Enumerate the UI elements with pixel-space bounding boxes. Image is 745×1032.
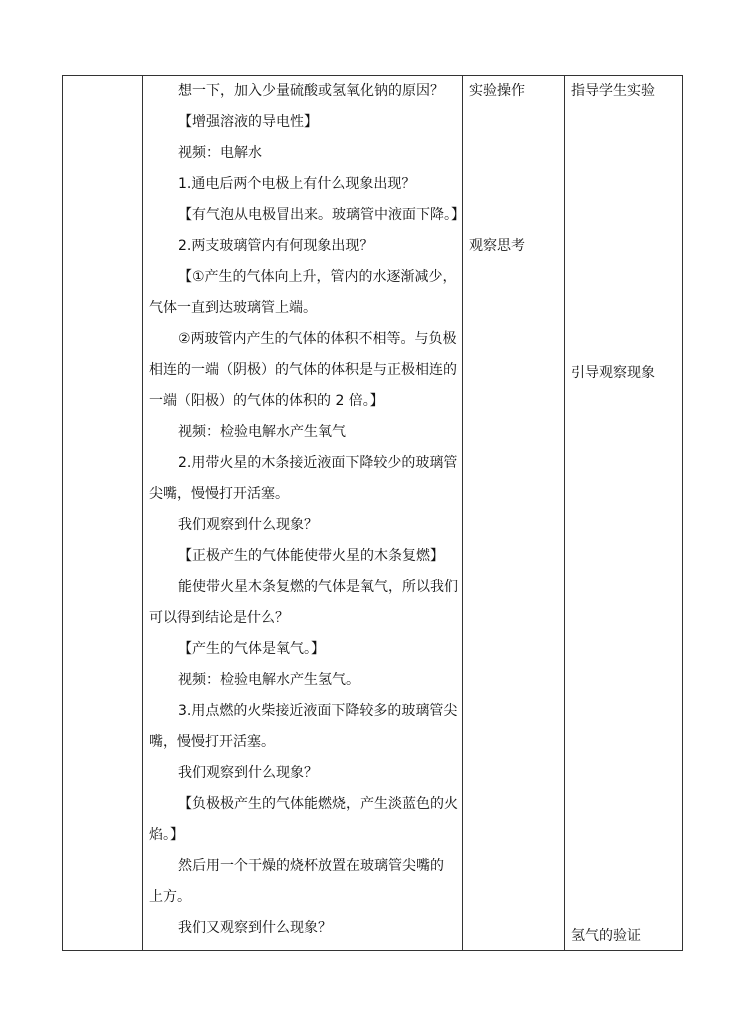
teacher-verify-hydrogen: 氢气的验证 xyxy=(571,928,641,944)
lesson-plan-table xyxy=(62,75,683,951)
content-line: 焰。】 xyxy=(149,827,184,843)
teacher-guide-experiment: 指导学生实验 xyxy=(571,83,655,99)
content-line: ②两玻管内产生的气体的体积不相等。与负极 xyxy=(178,331,457,347)
student-activity-observe: 观察思考 xyxy=(469,238,525,254)
content-line: 【增强溶液的导电性】 xyxy=(178,114,318,130)
content-line: 相连的一端（阴极）的气体的体积是与正极相连的 xyxy=(149,362,457,378)
content-line: 我们观察到什么现象？ xyxy=(178,517,318,533)
content-line: 【①产生的气体向上升，管内的水逐渐减少， xyxy=(178,269,457,285)
teacher-guide-observe: 引导观察现象 xyxy=(571,365,655,381)
content-line: 视频：检验电解水产生氢气。 xyxy=(178,672,360,688)
content-line: 尖嘴，慢慢打开活塞。 xyxy=(149,486,289,502)
content-line: 想一下，加入少量硫酸或氢氧化钠的原因？ xyxy=(178,83,444,99)
content-line: 视频：检验电解水产生氧气 xyxy=(178,424,346,440)
content-line: 视频：电解水 xyxy=(178,145,262,161)
content-line: 我们观察到什么现象？ xyxy=(178,765,318,781)
stage-column xyxy=(63,76,143,950)
content-line: 【负极极产生的气体能燃烧，产生淡蓝色的火 xyxy=(178,796,458,812)
content-line: 2.用带火星的木条接近液面下降较少的玻璃管 xyxy=(178,455,458,471)
content-line: 可以得到结论是什么？ xyxy=(149,610,289,626)
content-line: 【产生的气体是氧气。】 xyxy=(178,641,325,657)
content-line: 2.两支玻璃管内有何现象出现？ xyxy=(178,238,374,254)
content-line: 嘴，慢慢打开活塞。 xyxy=(149,734,275,750)
content-line: 3.用点燃的火柴接近液面下降较多的玻璃管尖 xyxy=(178,703,458,719)
content-line: 【正极产生的气体能使带火星的木条复燃】 xyxy=(178,548,444,564)
content-line: 上方。 xyxy=(149,889,191,905)
content-line: 能使带火星木条复燃的气体是氧气，所以我们 xyxy=(178,579,458,595)
content-line: 然后用一个干燥的烧杯放置在玻璃管尖嘴的 xyxy=(178,858,444,874)
content-line: 气体一直到达玻璃管上端。 xyxy=(149,300,317,316)
teaching-content-column xyxy=(143,76,463,950)
content-line: 我们又观察到什么现象？ xyxy=(178,920,332,936)
teacher-intent-column xyxy=(565,76,682,950)
student-activity-column xyxy=(463,76,565,950)
teaching-content xyxy=(149,76,465,944)
content-line: 【有气泡从电极冒出来。玻璃管中液面下降。】 xyxy=(178,207,465,223)
student-activity-experiment: 实验操作 xyxy=(469,83,525,99)
content-line: 1.通电后两个电极上有什么现象出现？ xyxy=(178,176,416,192)
content-line: 一端（阳极）的气体的体积的 2 倍。】 xyxy=(149,393,384,409)
